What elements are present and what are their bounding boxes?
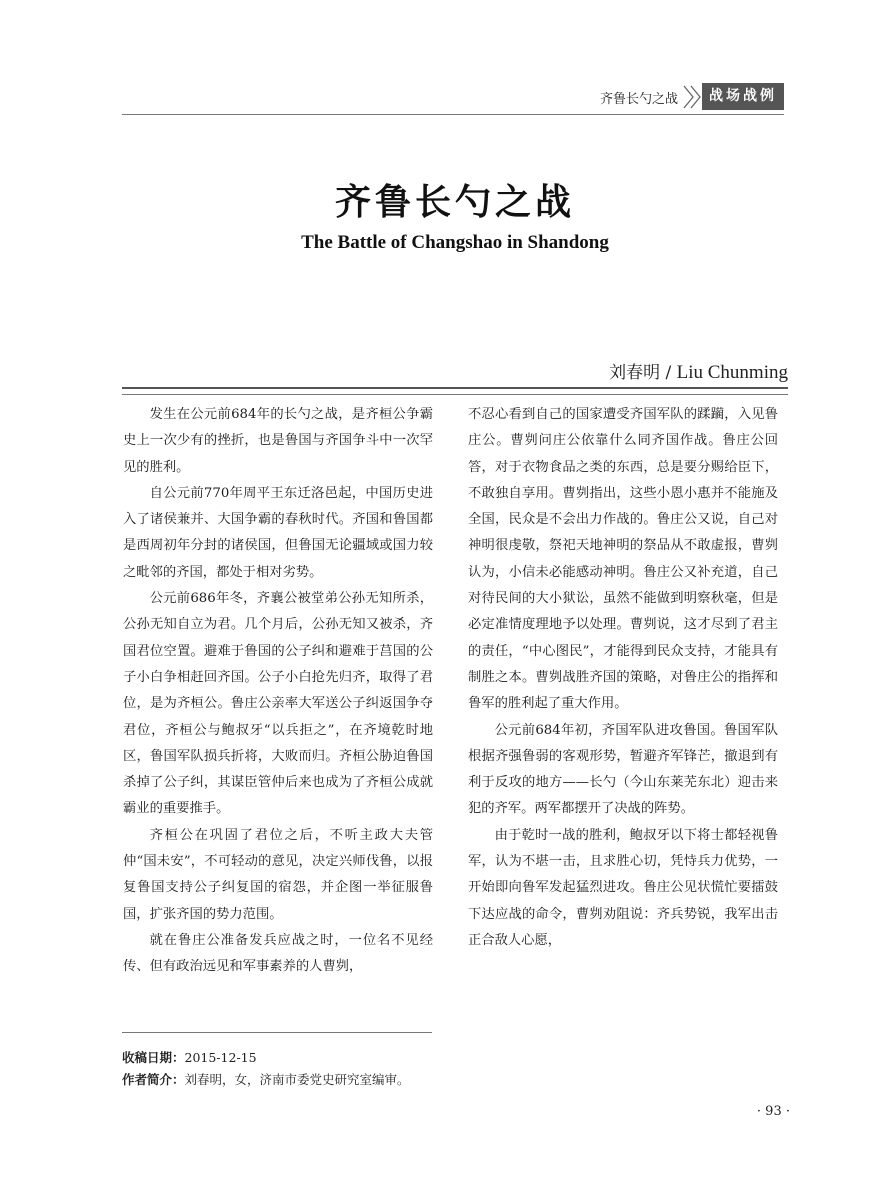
author-line	[609, 358, 788, 384]
footnote-author-label: 作者简介：	[122, 1072, 185, 1087]
header-divider	[122, 114, 784, 115]
author-name-zh: 刘春明	[609, 363, 661, 383]
body-column-right	[468, 402, 778, 954]
author-rule-thick	[122, 387, 788, 389]
footnote-divider	[122, 1032, 432, 1033]
paragraph: 公元前684年初，齐国军队进攻鲁国。鲁国军队根据齐强鲁弱的客观形势，暂避齐军锋芒，撤退到有利于反攻的地方——长勺（今山东莱芜东北）迎击来犯的齐军。两军都摆开了决战的阵势。	[468, 722, 778, 817]
footnote-received	[122, 1048, 257, 1066]
paragraph: 发生在公元前684年的长勺之战，是齐桓公争霸史上一次少有的挫折，也是鲁国与齐国争斗中一次罕见的胜利。	[123, 407, 433, 475]
article-subtitle-english: The Battle of Changshao in Shandong	[301, 232, 609, 253]
paragraph: 就在鲁庄公准备发兵应战之时，一位名不见经传、但有政治远见和军事素养的人曹刿，	[123, 932, 433, 975]
section-badge: 战场战例	[702, 83, 784, 110]
chevron-right-icon	[682, 84, 704, 110]
footnote-author-bio	[122, 1070, 410, 1088]
running-title: 齐鲁长勺之战	[599, 92, 678, 107]
footnote-received-label: 收稿日期：	[122, 1050, 185, 1065]
author-separator: /	[660, 363, 677, 383]
page-number: · 93 ·	[756, 1104, 790, 1119]
paragraph: 公元前686年冬，齐襄公被堂弟公孙无知所杀，公孙无知自立为君。几个月后，公孙无知又被杀，齐国君位空置。避难于鲁国的公子纠和避难于莒国的公子小白争相赶回齐国。公子小白抢先归齐，取得了君位，是为齐桓公。鲁庄公亲率大军送公子纠返国争夺君位，齐桓公与鲍叔牙“以兵拒之”，在齐境乾时地区，鲁国军队损兵折将，大败而归。齐桓公胁迫鲁国杀掉了公子纠，其谋臣管仲后来也成为了齐桓公成就霸业的重要推手。	[123, 591, 433, 817]
author-name-en: Liu Chunming	[676, 362, 788, 383]
body-column-left	[123, 402, 433, 981]
article-title: 齐鲁长勺之战	[334, 181, 575, 223]
paragraph: 齐桓公在巩固了君位之后，不听主政大夫管仲“国未安”，不可轻动的意见，决定兴师伐鲁，以报复鲁国支持公子纠复国的宿怨，并企图一举征服鲁国，扩张齐国的势力范围。	[123, 827, 433, 922]
paragraph: 由于乾时一战的胜利，鲍叔牙以下将士都轻视鲁军，认为不堪一击，且求胜心切，凭恃兵力优势，一开始即向鲁军发起猛烈进攻。鲁庄公见状慌忙要擂鼓下达应战的命令，曹刿劝阻说：齐兵势锐，我军出击正合敌人心愿，	[468, 827, 778, 948]
paragraph: 自公元前770年周平王东迁洛邑起，中国历史进入了诸侯兼并、大国争霸的春秋时代。齐国和鲁国都是西周初年分封的诸侯国，但鲁国无论疆域或国力较之毗邻的齐国，都处于相对劣势。	[123, 485, 433, 580]
footnote-author-text: 刘春明，女，济南市委党史研究室编审。	[184, 1072, 410, 1087]
author-rule-thin	[122, 394, 788, 395]
footnote-received-date: 2015-12-15	[184, 1050, 257, 1065]
paragraph-continued: 不忍心看到自己的国家遭受齐国军队的蹂躏，入见鲁庄公。曹刿问庄公依靠什么同齐国作战。鲁庄公回答，对于衣物食品之类的东西，总是要分赐给臣下，不敢独自享用。曹刿指出，这些小恩小惠并不能施及全国，民众是不会出力作战的。鲁庄公又说，自己对神明很虔敬，祭祀天地神明的祭品从不敢虚报，曹刿认为，小信未必能感动神明。鲁庄公又补充道，自己对待民间的大小狱讼，虽然不能做到明察秋毫，但是必定准情度理地予以处理。曹刿说，这才尽到了君主的责任，“中心图民”，才能得到民众支持，才能具有制胜之本。曹刿战胜齐国的策略，对鲁庄公的指挥和鲁军的胜利起了重大作用。	[468, 407, 778, 712]
